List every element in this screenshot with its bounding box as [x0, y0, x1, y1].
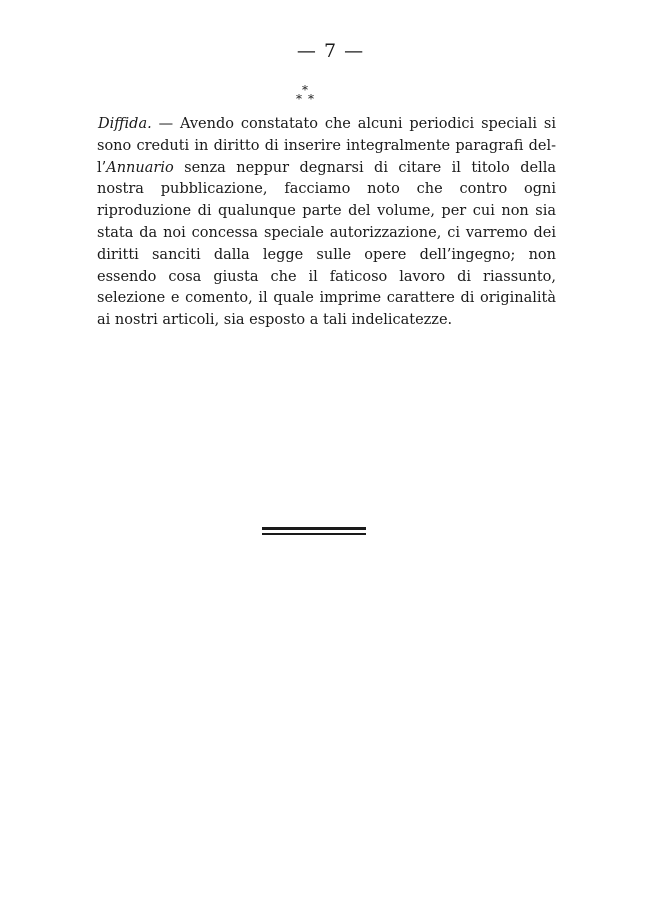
- paragraph-label: Diffida.: [98, 116, 152, 132]
- paragraph-text-part2: senza neppur degnarsi di citare il titolo della nostra pubblicazione, facciamo noto che contro ogni riproduzione di qualunque parte del volume, per cui non sia stata da noi concessa speciale autorizzazione, ci varremo dei diritti sanciti dalla legge sulle opere dell’ingegno; non essendo cosa giusta che il faticoso lavoro di riassunto, selezione e comento, il quale imprime carattere di originalità ai nostri articoli, sia esposto a tali indelicatezze.: [97, 159, 556, 329]
- asterism-separator: [290, 84, 330, 108]
- asterism-star: *: [308, 92, 314, 106]
- diffida-paragraph: [97, 114, 556, 332]
- section-end-rule-thin: [262, 533, 366, 535]
- asterism-star: *: [302, 83, 308, 97]
- section-end-rule-thick: [262, 527, 366, 530]
- annuario-title-ref: Annuario: [106, 159, 174, 176]
- page-number: — 7 —: [296, 40, 365, 62]
- paragraph-text-part1: — Avendo constatato che alcuni periodici speciali si sono creduti in diritto di inserire integralmente paragrafi del-l’: [97, 116, 556, 176]
- asterism-star: *: [296, 92, 302, 106]
